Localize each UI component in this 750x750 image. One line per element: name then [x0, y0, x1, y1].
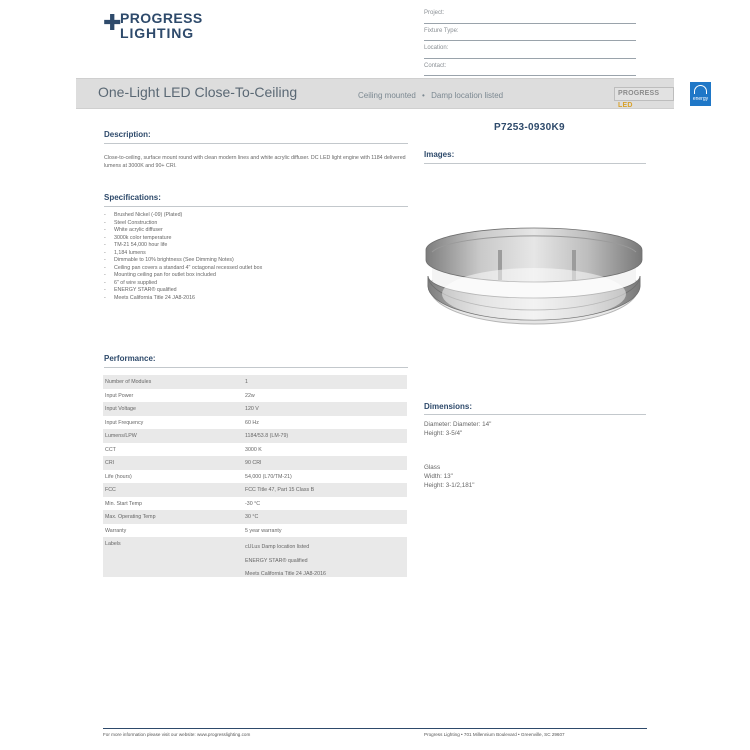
glass-title: Glass: [424, 464, 441, 471]
progress-lighting-logo: [103, 8, 223, 42]
row-key: Lumens/LPW: [105, 433, 137, 439]
table-row: [103, 375, 407, 389]
badge-word: PROGRESS: [618, 90, 660, 97]
location-field[interactable]: Location:: [424, 41, 636, 59]
row-value: 30 °C: [245, 514, 259, 520]
energy-star-icon: [690, 82, 711, 106]
row-value: 54,000 (L70/TM-21): [245, 473, 292, 480]
images-heading: Images:: [424, 150, 455, 159]
list-item: - Meets California Title 24 JA8-2016: [104, 295, 404, 303]
description-text: Close-to-ceiling, surface mount round with clean modern lines and white acrylic diffuser. DC LED light engine with 1184 delivered lumens at 3000K and 90+ CRI.: [104, 155, 406, 169]
list-item: - TM-21 54,000 hour life: [104, 242, 404, 250]
project-field[interactable]: Project:: [424, 6, 636, 24]
list-item: - 3000k color temperature: [104, 235, 404, 243]
footer-divider: [103, 728, 647, 729]
feature-ceiling-mounted: Ceiling mounted: [358, 91, 416, 100]
row-key: Number of Modules: [105, 379, 152, 385]
fixture-type-field[interactable]: Fixture Type:: [424, 24, 636, 42]
row-value: 5 year warranty: [245, 527, 282, 534]
divider: [104, 143, 408, 144]
feature-separator: •: [422, 91, 425, 100]
list-item: - 6" of wire supplied: [104, 280, 404, 288]
title-banner: [76, 78, 709, 109]
table-row: [103, 402, 407, 416]
row-key: Input Voltage: [105, 406, 136, 412]
dimensions-heading: Dimensions:: [424, 402, 473, 411]
dimension-height: Height: 3-5/4": [424, 430, 463, 438]
list-item: - White acrylic diffuser: [104, 227, 404, 235]
row-key: Labels: [105, 541, 121, 547]
glass-height: Height: 3-1/2,181": [424, 482, 475, 490]
feature-list: [358, 91, 503, 100]
table-row: [103, 497, 407, 511]
row-value: 1: [245, 379, 248, 385]
table-row: [103, 524, 407, 538]
row-key: Input Frequency: [105, 419, 144, 426]
list-item: - Mounting ceiling pan for outlet box included: [104, 272, 404, 280]
description-heading: Description:: [104, 130, 151, 139]
row-key: Warranty: [105, 527, 127, 534]
row-value: 1184/53.8 (LM-79): [245, 433, 289, 439]
divider: [424, 163, 646, 164]
table-row: [103, 470, 407, 484]
logo-text-line2: LIGHTING: [120, 25, 195, 41]
label-line: cULus Damp location listed: [245, 544, 310, 550]
footer-address: Progress Lighting • 701 Millennium Boulevard • Greenville, SC 29607: [424, 732, 565, 737]
row-key: FCC: [105, 487, 116, 493]
row-value: 22w: [245, 392, 255, 399]
logo-text-line1: PROGRESS: [120, 10, 203, 26]
row-value: 3000 K: [245, 446, 262, 453]
dimension-diameter: Diameter: Diameter: 14": [424, 421, 492, 428]
list-item: - Ceiling pan covers a standard 4" octagonal recessed outlet box: [104, 265, 404, 273]
project-fields: [424, 6, 636, 76]
row-key: CRI: [105, 460, 115, 466]
list-item: - Brushed Nickel (-09) (Plated): [104, 212, 404, 220]
list-item: - ENERGY STAR® qualified: [104, 287, 404, 295]
divider: [104, 206, 408, 207]
specifications-list: [104, 212, 404, 303]
energy-star-label: energy: [692, 96, 709, 102]
badge-led: LED: [618, 102, 633, 109]
product-image: [422, 220, 646, 332]
product-sku: P7253-0930K9: [494, 122, 565, 133]
table-row: [103, 443, 407, 457]
row-value: 90 CRI: [245, 460, 262, 466]
row-value: [245, 541, 326, 582]
performance-table: [103, 375, 407, 577]
table-row: [103, 483, 407, 497]
label-line: Meets California Title 24 JA8-2016: [245, 571, 326, 577]
footer-website[interactable]: For more information please visit our website: www.progresslighting.com: [103, 732, 251, 737]
glass-width: Width: 13": [424, 473, 453, 481]
row-key: Max. Operating Temp: [105, 514, 156, 520]
table-row: [103, 429, 407, 443]
list-item: - Dimmable to 10% brightness (See Dimming Notes): [104, 257, 404, 265]
row-key: CCT: [105, 446, 116, 453]
dimensions-block: [424, 420, 491, 438]
progress-led-badge: [614, 87, 674, 109]
logo-mark-icon: ✚: [103, 10, 122, 35]
table-row: [103, 456, 407, 470]
table-row: [103, 416, 407, 430]
row-key: Life (hours): [105, 473, 132, 480]
label-line: ENERGY STAR® qualified: [245, 557, 308, 564]
row-value: -30 °C: [245, 500, 261, 507]
table-row-labels: [103, 537, 407, 577]
table-row: [103, 510, 407, 524]
divider: [424, 414, 646, 415]
list-item: - Steel Construction: [104, 220, 404, 228]
list-item: - 1,184 lumens: [104, 250, 404, 258]
contact-field[interactable]: Contact:: [424, 59, 636, 77]
glass-block: [424, 463, 475, 491]
row-value: FCC Title 47, Part 15 Class B: [245, 487, 315, 493]
row-value: 60 Hz: [245, 419, 259, 426]
row-key: Min. Start Temp: [105, 500, 142, 507]
feature-damp-location: Damp location listed: [431, 91, 504, 100]
row-value: 120 V: [245, 406, 259, 412]
performance-heading: Performance:: [104, 354, 156, 363]
product-title: One-Light LED Close-To-Ceiling: [98, 84, 298, 100]
divider: [104, 367, 408, 368]
specifications-heading: Specifications:: [104, 193, 161, 202]
table-row: [103, 389, 407, 403]
row-key: Input Power: [105, 392, 134, 399]
